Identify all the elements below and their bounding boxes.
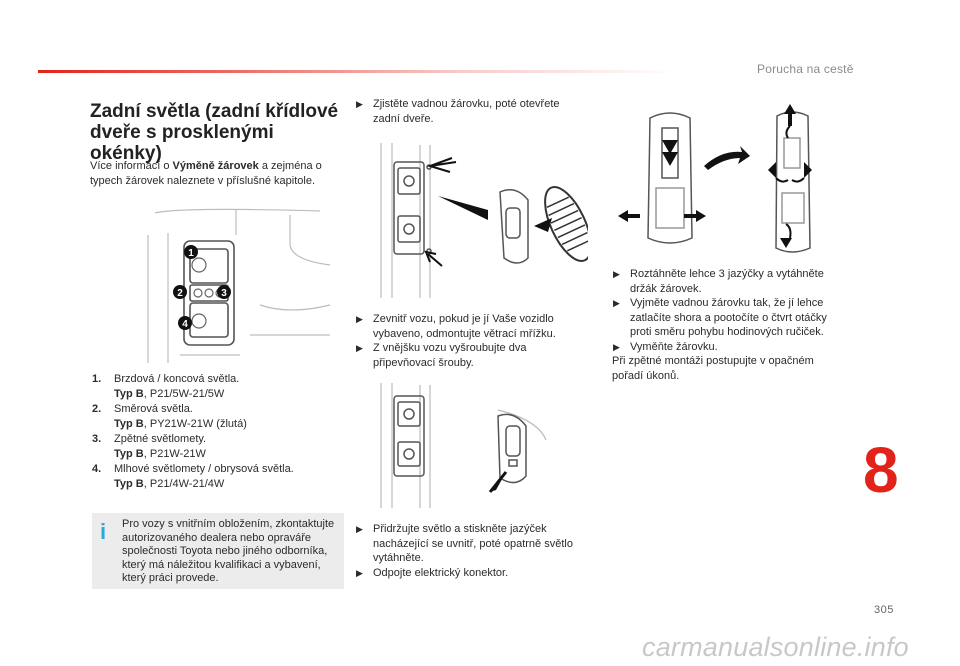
watermark: carmanualsonline.info bbox=[642, 632, 909, 662]
rear-light-figure bbox=[140, 205, 335, 365]
list-item: 4. Mlhové světlomety / obrysová světla. Typ B, P21/4W-21/4W bbox=[92, 463, 294, 490]
header-accent-bar bbox=[38, 70, 678, 73]
list-item: 3. Zpětné světlomety. Typ B, P21W-21W bbox=[92, 433, 207, 460]
section-title: Porucha na cestě bbox=[757, 62, 854, 76]
info-icon: i bbox=[100, 519, 107, 544]
callout-label-2: 2 bbox=[177, 288, 183, 299]
bulb-list bbox=[92, 372, 342, 492]
col2-steps-de: ▶ Přidržujte světlo a stiskněte jazýček nacházející se uvnitř, poté opatrně světlo vytáhněte. ▶ Odpojte elektrický konektor. bbox=[356, 523, 573, 579]
page-title: Zadní světla (zadní křídlové dveře s prosklenými okénky) bbox=[90, 101, 339, 164]
callout-label-1: 1 bbox=[188, 248, 194, 259]
col2-step-a: ▶ Zjistěte vadnou žárovku, poté otevřete zadní dveře. bbox=[356, 98, 560, 125]
col3-steps: ▶ Roztáhněte lehce 3 jazýčky a vytáhněte držák žárovek. ▶ Vyjměte vadnou žárovku tak, že jí lehce zatlačíte shora a pootočíte o čtvrt otáčky proti směru pohybu hodinových ručiček. ▶ Vyměňte žárovku. Při zpětné montáži postupujte v opačném pořadí úkonů. bbox=[612, 267, 842, 383]
intro-text: Více informací o Výměně žárovek a zejména o typech žárovek naleznete v příslušné kapitole. bbox=[90, 160, 322, 187]
list-item: 1. Brzdová / koncová světla. Typ B, P21/5W-21/5W bbox=[92, 373, 240, 400]
door-light-figure bbox=[378, 140, 588, 300]
col3-note: Při zpětné montáži postupujte v opačném pořadí úkonů. bbox=[612, 355, 814, 382]
info-text: Pro vozy s vnitřním obložením, zkontaktujte autorizovaného dealera nebo opraváře společnosti Toyota nebo jiného odborníka, který má náležitou kvalifikaci a vybavení, který práci provede. bbox=[122, 518, 335, 584]
chapter-number: 8 bbox=[863, 434, 899, 506]
intro-link[interactable]: Výměně žárovek bbox=[172, 160, 259, 172]
list-item: 2. Směrová světla. Typ B, PY21W-21W (žlutá) bbox=[92, 403, 247, 430]
col2-steps-bc: ▶ Zevnitř vozu, pokud je jí Vaše vozidlo vybaveno, odmontujte větrací mřížku. ▶ Z vnějšku vozu vyšroubujte dva připevňovací šrouby. bbox=[356, 313, 556, 369]
callout-label-4: 4 bbox=[182, 319, 188, 330]
door-clip-figure bbox=[378, 380, 548, 510]
callout-label-3: 3 bbox=[221, 288, 227, 299]
bulb-holder-figure bbox=[612, 98, 842, 258]
page-number: 305 bbox=[874, 604, 894, 616]
info-box bbox=[92, 513, 344, 589]
